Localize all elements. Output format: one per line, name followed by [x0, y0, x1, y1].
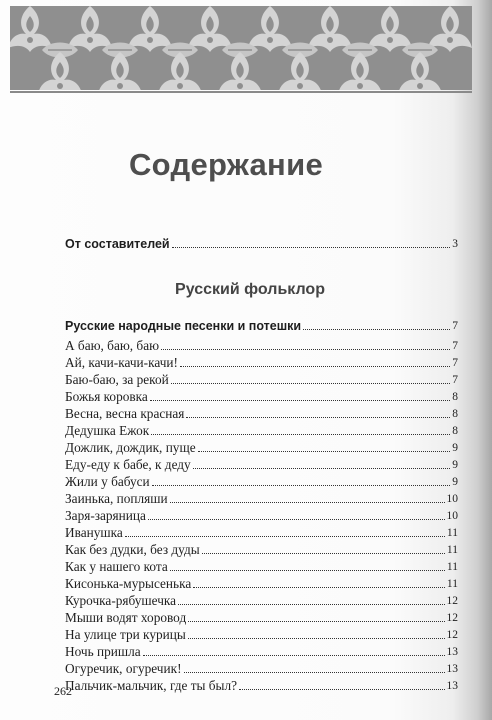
toc-entry-page: 13 [446, 646, 458, 658]
dot-leader [202, 552, 445, 554]
page-number: 262 [54, 684, 72, 698]
toc-entry-page: 11 [446, 561, 458, 573]
toc-entry-title: Жили у бабуси [65, 474, 150, 489]
toc-entry[interactable] [65, 540, 458, 558]
dot-leader [188, 620, 444, 622]
toc-entry-title: Ай, качи-качи-качи! [65, 355, 178, 370]
dot-leader [161, 348, 450, 350]
dot-leader [198, 450, 451, 452]
toc-entry-page: 11 [446, 544, 458, 556]
decorative-header-ornament [10, 6, 472, 90]
toc-entry-page: 12 [446, 612, 458, 624]
dot-leader [125, 535, 445, 537]
dot-leader [143, 654, 445, 656]
toc-entry-title: Кисонька-мурысенька [65, 576, 192, 591]
toc-entry[interactable] [65, 387, 458, 405]
toc-entry-title: Русские народные песенки и потешки [65, 319, 302, 333]
toc-entry-page: 10 [446, 493, 458, 505]
toc-entry-title: Дожлик, дождик, пуще [65, 440, 196, 455]
toc-entry-title: От составителей [65, 237, 170, 251]
toc-entry-page: 9 [452, 442, 458, 454]
toc-entry[interactable] [65, 659, 458, 677]
dot-leader [188, 637, 445, 639]
toc-entry[interactable] [65, 591, 458, 609]
page-title: Содержание [129, 147, 323, 182]
floral-pattern-icon [10, 6, 472, 90]
dot-leader [303, 328, 450, 330]
dot-leader [170, 569, 445, 571]
toc-entry[interactable] [65, 608, 458, 626]
toc-entry[interactable] [65, 353, 458, 371]
toc-entry-title: Ночь пришла [65, 644, 141, 659]
toc-entry-title: Баю-баю, за рекой [65, 372, 169, 387]
toc-entry-title: Дедушка Ежок [65, 423, 150, 438]
dot-leader [178, 603, 444, 605]
dot-leader [152, 484, 451, 486]
dot-leader [186, 416, 450, 418]
toc-entry-page: 11 [446, 578, 458, 590]
dot-leader [239, 688, 444, 690]
dot-leader [148, 518, 445, 520]
toc-entry-page: 7 [452, 357, 458, 369]
toc-entry[interactable] [65, 523, 458, 541]
toc-entry[interactable] [65, 574, 458, 592]
toc-entry[interactable] [65, 472, 458, 490]
toc-entry-page: 8 [452, 425, 458, 437]
section-title: Русский фольклор [175, 281, 325, 298]
toc-entry-title: Иванушка [65, 525, 123, 540]
toc-entry-page: 11 [446, 527, 458, 539]
toc-entry[interactable] [65, 336, 458, 354]
toc-entry-title: Как без дудки, без дуды [65, 542, 200, 557]
toc-entry-title: Пальчик-мальчик, где ты был? [65, 678, 238, 693]
dot-leader [172, 246, 451, 248]
toc-entry[interactable] [65, 642, 458, 660]
toc-entry-title: Заинька, попляши [65, 491, 168, 506]
toc-entry-title: На улице три курицы [65, 627, 186, 642]
toc-subsection[interactable] [65, 316, 458, 334]
dot-leader [171, 382, 451, 384]
toc-entry-page: 12 [446, 629, 458, 641]
toc-entry-title: А баю, баю, баю [65, 338, 160, 353]
dot-leader [151, 433, 450, 435]
toc-entry-title: Весна, весна красная [65, 406, 185, 421]
toc-entry[interactable] [65, 625, 458, 643]
toc-entry-title: Божья коровка [65, 389, 148, 404]
dot-leader [170, 501, 445, 503]
toc-entry-page: 7 [452, 340, 458, 352]
toc-entry[interactable] [65, 455, 458, 473]
toc-entry-page: 13 [446, 680, 458, 692]
toc-entry[interactable] [65, 676, 458, 694]
header-rule [10, 91, 472, 93]
toc-entry-title: Заря-заряница [65, 508, 146, 523]
toc-entry-page: 8 [452, 408, 458, 420]
toc-entry-page: 9 [452, 476, 458, 488]
dot-leader [193, 586, 445, 588]
dot-leader [180, 365, 450, 367]
toc-entry-page: 3 [452, 238, 458, 250]
toc-entry-title: Огуречик, огуречик! [65, 661, 182, 676]
toc-entry-title: Курочка-рябушечка [65, 593, 177, 608]
toc-entry[interactable] [65, 438, 458, 456]
toc-entry-title: Еду-еду к бабе, к деду [65, 457, 191, 472]
dot-leader [193, 467, 451, 469]
toc-entry[interactable] [65, 421, 458, 439]
toc-entry-intro[interactable] [65, 234, 458, 252]
dot-leader [184, 671, 445, 673]
dot-leader [150, 399, 450, 401]
toc-entry[interactable] [65, 506, 458, 524]
toc-entry[interactable] [65, 489, 458, 507]
toc-entry-page: 7 [452, 320, 458, 332]
toc-entry-page: 8 [452, 391, 458, 403]
toc-entry-page: 7 [452, 374, 458, 386]
toc-entry-page: 9 [452, 459, 458, 471]
toc-entry-title: Мыши водят хоровод [65, 610, 187, 625]
toc-entry-page: 13 [446, 663, 458, 675]
toc-entry-page: 12 [446, 595, 458, 607]
toc-entry-title: Как у нашего кота [65, 559, 168, 574]
toc-entry[interactable] [65, 404, 458, 422]
toc-entry[interactable] [65, 370, 458, 388]
toc-entry[interactable] [65, 557, 458, 575]
toc-entry-page: 10 [446, 510, 458, 522]
